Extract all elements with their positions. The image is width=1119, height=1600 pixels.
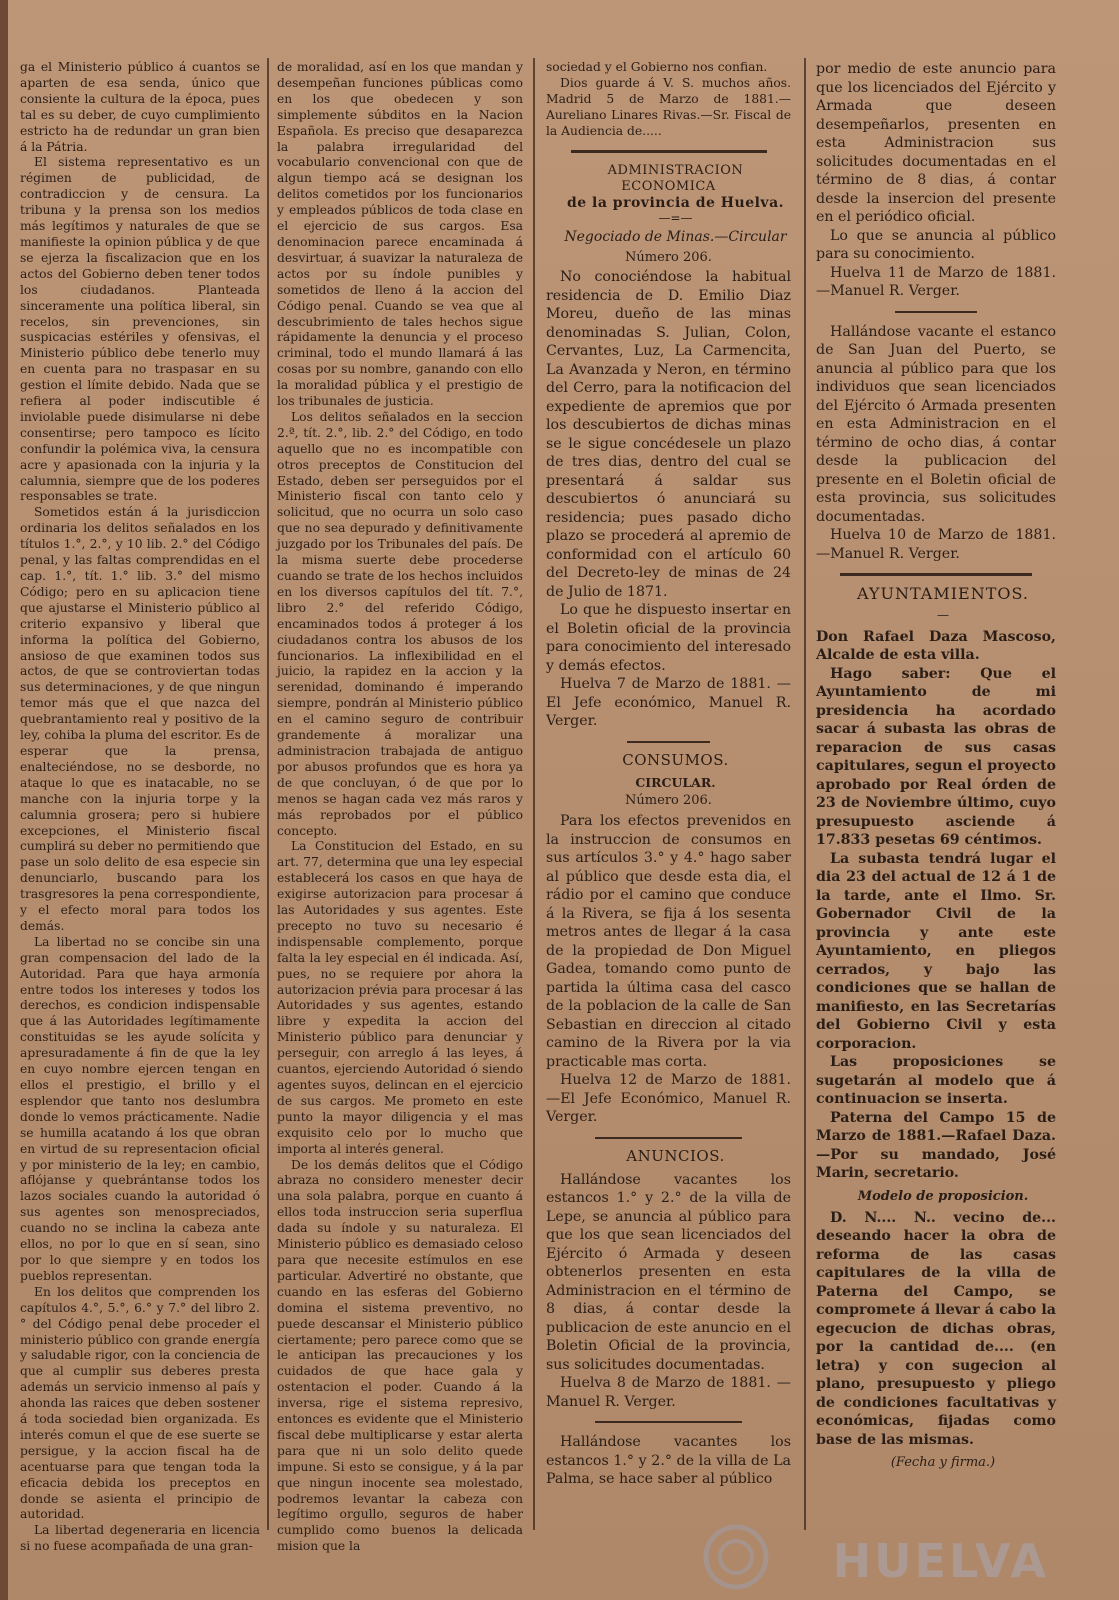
circular-number: Número 206. — [625, 250, 712, 266]
seal-icon — [701, 1522, 771, 1592]
admin-header: ADMINISTRACION ECONOMICA — [607, 162, 744, 194]
anuncio-signature: Huelva 11 de Marzo de 1881. —Manuel R. Verger. — [816, 264, 1056, 299]
column-divider — [533, 58, 535, 1530]
section-rule — [595, 1421, 742, 1423]
subasta-paragraph: Hago saber: Que el Ayuntamiento de mi presidencia ha acordado sacar á subasta las obras de reparacion de sus casas capitulares, segun el proyecto aprobado por Real órden de 23 de Noviembre último, cuyo presupuesto asciende á 17.833 pesetas 69 céntimos. — [816, 665, 1056, 849]
header-dash: —=— — [658, 210, 693, 225]
anuncios-title: ANUNCIOS. — [626, 1146, 725, 1165]
subasta-paragraph: Las proposiciones se sugetarán al modelo que á continuacion se inserta. — [816, 1054, 1056, 1108]
anuncio-paragraph: Hallándose vacantes los estancos 1.° y 2.° de la villa de Lepe, se anuncia al público para que los que sean licenciados del Ejército ó Armada y deseen obtenerlos presenten en esta Administracion en el término de 8 dias, á contar desde la publicacion de este anuncio en el Boletin Oficial de la provincia, sus solicitudes documentadas. — [546, 1171, 791, 1373]
column-4 — [816, 60, 1056, 1545]
column-3 — [546, 60, 791, 1545]
column-divider — [267, 58, 269, 1530]
article-paragraph: ga el Ministerio público á cuantos se aparten de esa senda, único que consiente la cultura de la época, pues tal es su deber, de cuyo cumplimiento estricto ha de redundar un gran bien á la Pátria. — [20, 60, 260, 154]
minas-paragraph: Lo que he dispuesto insertar en el Boletin oficial de la provincia para conocimiento del interesado y demás efectos. — [546, 602, 791, 674]
article-paragraph: La libertad no se concibe sin una gran compensacion del lado de la Autoridad. Para que haya armonía entre todos los intereses y todos los derechos, es condicion indispensable que á las Autoridades legítimamente constituidas se les ayude solícita y apresuradamente á fin de que la ley en cuyo nombre ejercen tengan en ellos el prestigio, el brillo y el esplendor que tanto nos deslumbra donde lo vemos prácticamente. Nadie se humilla acatando á los que obran en virtud de su representacion oficial y por ministerio de la ley; en cambio, aflójanse y quebrántanse todos los lazos sociales cuando la autoridad ó sus agentes son menospreciados, cuando no se inclina la cabeza ante ellos, no por lo que en sí sean, sino por lo que siempre y en todos los pueblos representan. — [20, 934, 260, 1283]
article-paragraph: de moralidad, así en los que mandan y desempeñan funciones públicas como en los que obedecen y son simplemente súbditos en la Nacion Española. Es preciso que desaparezca la palabra irregularidad del vocabulario convencional con que de algun tiempo acá se designan los delitos cometidos por los funcionarios y empleados públicos de toda clase en el ejercicio de sus cargos. Esa denominacion parece encaminada á desvirtuar, á suavizar la naturaleza de actos por su índole punibles y sometidos de lleno á la accion del Código penal. Cuando se vea que al descubrimiento de tales hechos sigue rápidamente la denuncia y el proceso criminal, todo el mundo llamará á las cosas por su nombre, ganando con ello la moralidad pública y el prestigio de los tribunales de justicia. — [277, 60, 523, 409]
minas-signature: Huelva 7 de Marzo de 1881. —El Jefe económico, Manuel R. Verger. — [546, 676, 791, 730]
article-closing: sociedad y el Gobierno nos confian. — [546, 60, 768, 74]
article-paragraph: En los delitos que comprenden los capítulos 4.°, 5.°, 6.° y 7.° del libro 2.° del Código penal debe proceder el ministerio público con grande energía y saludable rigor, con la conciencia de que al cumplir sus deberes presta además un servicio inmenso al país y ahonda las raices que deben sostener á toda sociedad bien organizada. Es interés comun el que de ese suerte se persigue, y la accion fiscal ha de acentuarse para que tengan toda la eficacia debida los preceptos en donde se asienta el principio de autoridad. — [20, 1284, 260, 1522]
column-2 — [277, 60, 523, 1554]
estanco-signature: Huelva 10 de Marzo de 1881. —Manuel R. Verger. — [816, 527, 1056, 562]
modelo-title: Modelo de proposicion. — [857, 1188, 1029, 1204]
negociado-title: Negociado de Minas.—Circular — [564, 229, 787, 246]
subasta-paragraph: La subasta tendrá lugar el dia 23 del actual de 12 á 1 de la tarde, ante el Ilmo. Sr. Gobernador Civil de la provincia y ante este Ayuntamiento, en pliegos cerrados, y bajo las condiciones que se hallan de manifiesto, en las Secretarías del Gobierno Civil y esta corporacion. — [816, 850, 1056, 1052]
article-paragraph: Sometidos están á la jurisdiccion ordinaria los delitos señalados en los títulos 1.°, 2.°, y 10 lib. 2.° del Código penal, y las faltas comprendidas en el cap. 1.°, tít. 1.° lib. 3.° del mismo Código; pero en su aplicacion tiene que ajustarse el Ministerio público al criterio expansivo y liberal que informa la política del Gobierno, ansioso de que examinen todos sus actos, de que se controviertan todas sus determinaciones, y de que ningun temor más que el que nazca del quebrantamiento real y positivo de la ley, cohiba la pluma del escritor. Es de esperar que la prensa, enalteciéndose, no se desborde, no ataque lo que es inatacable, no se manche con la injuria torpe y la calumnia grosera; pero si hubiere excepciones, el Ministerio fiscal cumplirá su deber no permitiendo que pase un solo delito de esa especie sin denunciarlo, buscando para los trasgresores la pena correspondiente, y el efecto moral para todos los demás. — [20, 505, 260, 933]
anuncio-paragraph: por medio de este anuncio para que los licenciados del Ejército y Armada que deseen desempeñarlos, presenten en esta Administracion sus solicitudes documentadas en el término de 8 dias, á contar desde la insercion del presente en el periódico oficial. — [816, 61, 1056, 225]
estanco-paragraph: Hallándose vacante el estanco de San Juan del Puerto, se anuncia al público para que los individuos que sean licenciados del Ejército ó Armada presenten en esta Administracion en el término de ocho dias, á contar desde la publicacion del presente en el Boletin oficial de esta provincia, sus solicitudes documentadas. — [816, 323, 1056, 525]
circular-label: CIRCULAR. — [635, 774, 716, 790]
modelo-paragraph: D. N.... N.. vecino de... deseando hacer la obra de reforma de las casas capitulares de la villa de Paterna del Campo, se compromete á llevar á cabo la egecucion de dichas obras, por la cantidad de.... (en letra) y con sugecion al plano, presupuesto y pliego de condiciones facultativas y económicas, fijadas como base de las mismas. — [816, 1209, 1056, 1448]
article-paragraph: Los delitos señalados en la seccion 2.ª, tít. 2.°, lib. 2.° del Código, en todo aquello que no es incompatible con otros preceptos de Constitucion del Estado, deben ser perseguidos por el Ministerio fiscal con tanto celo y solicitud, que no ocurra un solo caso que no sea depurado y definitivamente juzgado por los Tribunales del país. De la misma suerte debe procederse cuando se trate de los hechos incluidos en los diversos capítulos del tít. 7.°, libro 2.° del referido Código, encaminados todos á proteger á los ciudadanos contra los abusos de los funcionarios. La inflexibilidad en el juicio, la rapidez en la accion y la serenidad, dominando é imperando siempre, pondrán al Ministerio público en el camino seguro de contribuir grandemente á moralizar una administracion trabajada de antiguo por abusos profundos que es hora ya de que concluyan, ó de que por lo menos se hagan cada vez más raros y más reprobados por el público concepto. — [277, 409, 523, 838]
section-rule — [595, 1137, 742, 1139]
column-divider — [804, 58, 806, 1530]
column-1 — [20, 60, 260, 1554]
page-binding-edge — [0, 0, 8, 1600]
anuncio-signature: Huelva 8 de Marzo de 1881. —Manuel R. Verger. — [546, 1375, 791, 1410]
anuncio-paragraph: Hallándose vacantes los estancos 1.° y 2.° de la villa de La Palma, se hace saber al público — [546, 1434, 791, 1488]
ayuntamientos-title: AYUNTAMIENTOS. — [857, 584, 1029, 603]
circular-number: Número 206. — [625, 792, 712, 808]
anuncio-paragraph: Lo que se anuncia al público para su conocimiento. — [816, 227, 1056, 262]
article-paragraph: El sistema representativo es un régimen de publicidad, de contradiccion y de censura. La tribuna y la prensa son los medios más legítimos y naturales de que se manifieste la opinion pública y de que se ejerza la fiscalizacion que en los actos del Gobierno deben tener todos los ciudadanos. Planteada sinceramente una política liberal, sin recelos, sin prevenciones, sin suspicacias estériles y ofensivas, el Ministerio público debe tenerlo muy en cuenta para no traspasar en su gestion el límite debido. Nada que se refiera al poder indiscutible é inviolable puede disimularse ni debe consentirse; pero tampoco es lícito confundir la polémica viva, la censura acre y apasionada con la injuria y la calumnia, siempre que de los poderes responsables se trate. — [20, 155, 260, 504]
section-rule — [627, 741, 710, 743]
article-paragraph: La Constitucion del Estado, en su art. 77, determina que una ley especial establecerá los casos en que haya de exigirse autorizacion para procesar á las Autoridades y sus agentes. Este precepto no tuvo su necesario é indispensable complemento, porque falta la ley especial en él indicada. Así, pues, no se requiere por ahora la autorizacion prévia para procesar á las Autoridades y sus agentes, estando libre y expedita la accion del Ministerio público para denunciar y perseguir, con arreglo á las leyes, á cuantos, ejerciendo Autoridad ó siendo agentes suyos, delincan en el ejercicio de sus cargos. Me prometo en este punto la mayor diligencia y el mas exquisito celo por lo mucho que importa al interés general. — [277, 839, 523, 1156]
section-rule — [571, 150, 767, 153]
alcalde-line: Don Rafael Daza Mascoso, Alcalde de esta villa. — [816, 628, 1056, 664]
watermark-text: HUELVA — [832, 1534, 1049, 1588]
minas-paragraph: No conociéndose la habitual residencia de D. Emilio Diaz Moreu, dueño de las minas denominadas S. Julian, Colon, Cervantes, Luz, La Carmencita, La Avanzada y Neron, en término del Cerro, para la notificacion del expediente de apremios que por los descubiertos de dichas minas se le sigue concédesele un plazo de tres dias, dentro del cual se presentará á saldar sus descubiertos ó anunciará su residencia; pues pasado dicho plazo se procederá al apremio de conformidad con el artículo 60 del Decreto-ley de minas de 24 de Julio de 1871. — [546, 269, 791, 600]
consumos-signature: Huelva 12 de Marzo de 1881. —El Jefe Económico, Manuel R. Verger. — [546, 1072, 791, 1126]
consumos-paragraph: Para los efectos prevenidos en la instruccion de consumos en sus artículos 3.° y 4.° hago saber al público que desde esta dia, el rádio por el camino que conduce á la Rivera, se fija á los sesenta metros antes de llegar á la casa de la propiedad de Don Miguel Gadea, tomando como punto de partida la última casa del casco de la poblacion de la calle de San Sebastian en direccion al citado camino de la Rivera por la via practicable mas corta. — [546, 813, 791, 1070]
article-paragraph: De los demás delitos que el Código abraza no considero menester decir una sola palabra, porque en cuanto á ellos toda instruccion seria superflua dada su índole y su naturaleza. El Ministerio público es demasiado celoso para que necesite estímulos en ese particular. Advertiré no obstante, que cuando en las esferas del Gobierno domina el sistema preventivo, no puede descansar el Ministerio público ciertamente; pero parece como que se le anticipan las precauciones y los cuidados de que hace gala y ostentacion el poder. Cuando á la inversa, rige el sistema represivo, entonces es evidente que el Ministerio fiscal debe multiplicarse y estar alerta para que ni un solo delito quede impune. Si esto se consigue, y á la par que ningun inocente sea molestado, podremos levantar la cabeza con legítimo orgullo, seguros de haber cumplido como buenos la delicada mision que la — [277, 1157, 523, 1554]
section-rule — [840, 573, 1032, 576]
admin-header-province: de la provincia de Huelva. — [566, 194, 785, 211]
subasta-signature: Paterna del Campo 15 de Marzo de 1881.—Rafael Daza.—Por su mandado, José Marin, secretario. — [816, 1109, 1056, 1182]
consumos-title: CONSUMOS. — [622, 750, 729, 769]
fecha-firma: (Fecha y firma.) — [890, 1455, 996, 1471]
article-paragraph: La libertad degeneraria en licencia si no fuese acompañada de una gran- — [20, 1523, 260, 1554]
section-rule — [895, 311, 977, 313]
ayuntamientos-dash: — — [937, 607, 949, 622]
article-signature: Dios guarde á V. S. muchos años. Madrid 5 de Marzo de 1881.—Aureliano Linares Rivas.—Sr. Fiscal de la Audiencia de..... — [546, 75, 791, 138]
